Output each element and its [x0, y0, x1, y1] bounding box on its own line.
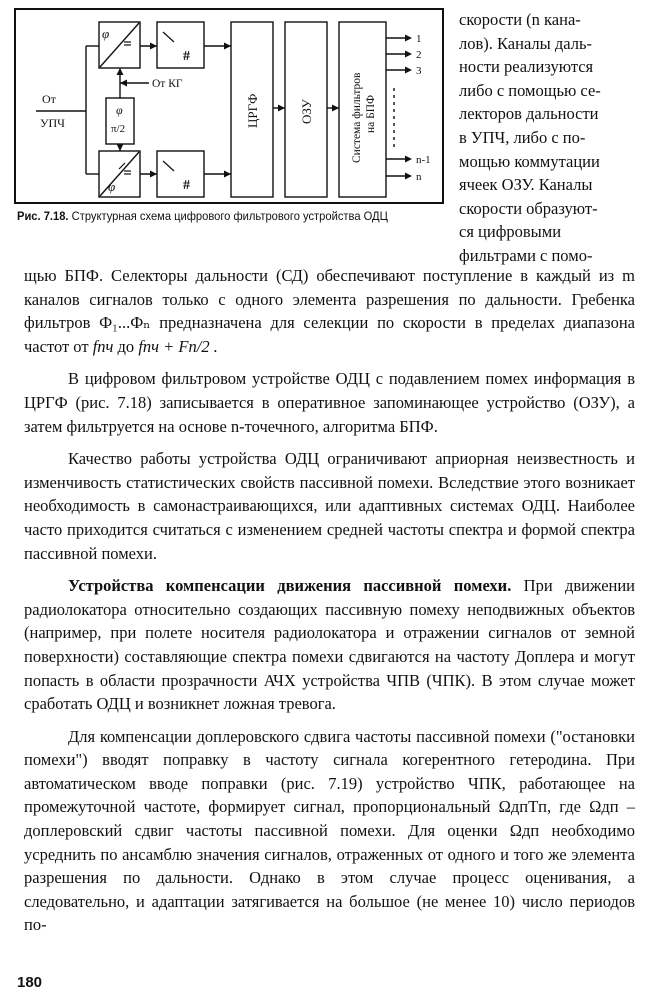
- paragraph-5: Для компенсации доплеровского сдвига частоты пассивной помехи ("остановки помехи") вводят поправку в частоту сигнала когерентного гетеродина. При автоматическом вводе поправки (рис. 7.19) устройство ЧПК, работающее на промежуточной частоте, формирует сигнал, пропорциональный ΩдпTп, где Ωдп – доплеровский сдвиг частоты пассивной помехи. Для оценки Ωдп необходимо усреднить по ансамблю значения сигналов, отраженных от одного и того же элемента разрешения по дальности. Однако в этом случае процесс оценивания, а следовательно, и адаптации затягивается на большое (не менее 10) число периодов по-: [24, 726, 635, 935]
- paragraph-4: [24, 574, 635, 716]
- adc-top-hash: #: [183, 49, 190, 64]
- side-column-text: [459, 8, 634, 268]
- figure-caption: [17, 207, 417, 226]
- paragraph-4-text: При движении радиолокатора относительно создающих пассивную помеху неподвижных объектов (например, при полете носителя радиолокатора и отражении сигналов от земной поверхности) составляющие спектра помехи сдвигаются на частоту Доплера и могут попасть в области прозрачности АЧХ устройства ЧПВ (ЧПК). В этом случае может сработать ОДЦ и возникнет ложная тревога.: [24, 576, 636, 714]
- input-label-bottom: УПЧ: [40, 116, 65, 130]
- side-line: ячеек ОЗУ. Каналы: [459, 175, 593, 195]
- filters-block-label-1: Система фильтров: [351, 72, 363, 163]
- phase-shifter-symbol: φ: [116, 103, 123, 117]
- paragraph-3: Качество работы устройства ОДЦ ограничивают априорная неизвестность и изменчивость статистических свойств пассивной помехи. Вследствие этого возникает необходимость в самонастраивающихся, или адаптивных системах ОДЦ. Наиболее часто приходится считаться с изменением средней частоты спектра и формой спектра пассивной помехи.: [24, 449, 635, 563]
- crgf-block-label: ЦРГФ: [245, 93, 260, 128]
- block-diagram-figure: [14, 8, 444, 204]
- side-line: в УПЧ, либо с по-: [459, 127, 586, 147]
- formula-to-word: до: [117, 336, 135, 356]
- filters-block-label-2: на БПФ: [365, 94, 377, 133]
- caption-text: Структурная схема цифрового фильтрового устройства ОДЦ: [71, 209, 388, 223]
- output-label: n-1: [416, 154, 431, 166]
- output-label: 1: [416, 33, 422, 45]
- formula-to: fпч + Fп/2 .: [138, 336, 218, 356]
- phi-top: φ: [102, 26, 110, 41]
- paragraph-1-text: щью БПФ. Селекторы дальности (СД) обеспечивают поступление в каждый из m каналов сигналов только с одного элемента разрешения по дальности. Гребенка фильтров Ф₁...Фₙ предназначена для селекции по скорости в пределах диапазона частот от: [24, 266, 635, 356]
- phase-shifter-value: π/2: [111, 123, 126, 135]
- side-line: скорости (n кана-: [459, 10, 581, 29]
- paragraph-2: В цифровом фильтровом устройстве ОДЦ с подавлением помех информация в ЦРГФ (рис. 7.18) записывается в оперативное запоминающее устройство (ОЗУ), а затем фильтруется на основе n-точечного, алгоритма БПФ.: [24, 369, 635, 436]
- side-line: лов). Каналы даль-: [459, 33, 592, 53]
- output-label: 2: [416, 49, 422, 61]
- formula-from: fпч: [92, 336, 114, 356]
- side-line: ности реализуются: [459, 57, 594, 77]
- kg-label: От КГ: [152, 78, 183, 90]
- side-line: либо с помощью се-: [459, 80, 601, 100]
- main-text: [24, 264, 635, 937]
- output-label: 3: [416, 65, 422, 77]
- input-label-top: От: [42, 92, 56, 106]
- side-line: лекторов дальности: [459, 104, 599, 124]
- side-line: мощью коммутации: [459, 151, 600, 171]
- page-number: 180: [17, 974, 43, 991]
- side-line: скорости образуют-: [459, 198, 598, 218]
- side-line: фильтрами с помо-: [459, 245, 593, 265]
- ozu-block-label: ОЗУ: [299, 99, 314, 124]
- caption-number: Рис. 7.18.: [17, 209, 69, 223]
- side-line: ся цифровыми: [459, 222, 562, 242]
- output-label: n: [416, 171, 422, 183]
- phi-bottom: φ: [108, 179, 116, 194]
- adc-bottom-hash: #: [183, 178, 190, 193]
- paragraph-1: [24, 264, 635, 358]
- section-heading: Устройства компенсации движения пассивной помехи.: [68, 576, 512, 596]
